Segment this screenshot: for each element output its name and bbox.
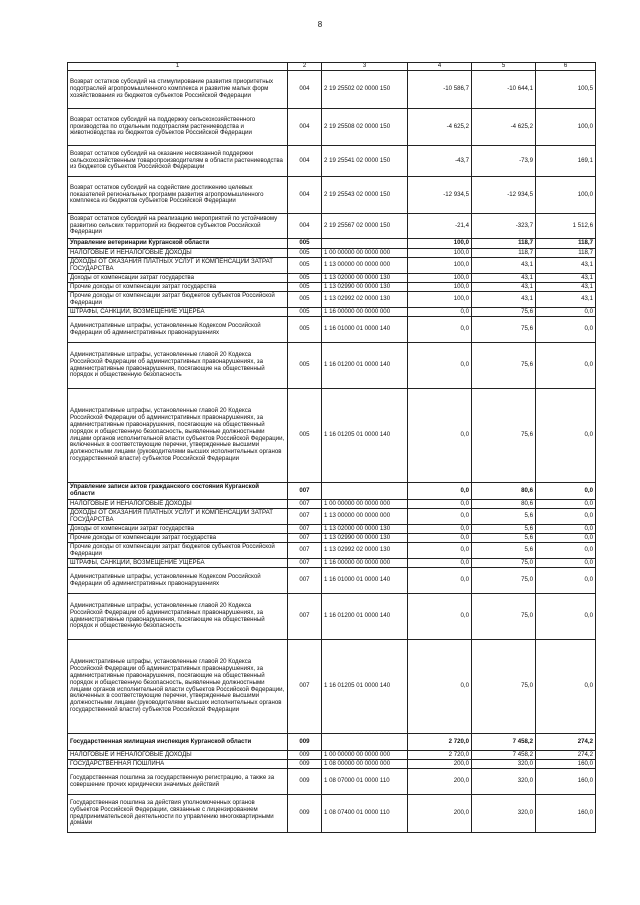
table-row bbox=[68, 769, 596, 795]
actual-value-cell: 5,6 bbox=[472, 534, 536, 543]
admin-code-cell: 004 bbox=[288, 109, 322, 146]
percent-cell: 0,0 bbox=[536, 559, 596, 568]
table-row bbox=[68, 249, 596, 258]
table-row bbox=[68, 568, 596, 594]
row-name-cell: Административные штрафы, установленные главой 20 Кодекса Российской Федерации об административных правонарушениях, за административные правонарушения, посягающие на общественный порядок и общественную безопасность bbox=[68, 594, 288, 640]
column-header: 5 bbox=[472, 63, 536, 71]
planned-value-cell: 200,0 bbox=[408, 769, 472, 795]
column-header: 4 bbox=[408, 63, 472, 71]
table-row bbox=[68, 389, 596, 483]
row-name-cell: Возврат остатков субсидий на реализацию мероприятий по устойчивому развитию сельских территорий из бюджетов субъектов Российской Федерации bbox=[68, 214, 288, 239]
row-name-cell: Административные штрафы, установленные главой 20 Кодекса Российской Федерации об административных правонарушениях, за административные правонарушения, посягающие на общественный порядок и общественную безопасность, выявленные должностными лицами органов исполнительной власти субъектов Российской Федерации, включенных в соответствующие перечни, утвержденные высшими должностными лицами (руководителями высших исполнительных органов государственной власти) субъектов Российской Федерации bbox=[68, 389, 288, 483]
percent-cell: 1 512,6 bbox=[536, 214, 596, 239]
admin-code-cell: 009 bbox=[288, 751, 322, 760]
row-name-cell: Управление записи актов гражданского состояния Курганской области bbox=[68, 483, 288, 500]
actual-value-cell: 75,6 bbox=[472, 389, 536, 483]
admin-code-cell: 007 bbox=[288, 559, 322, 568]
budget-code-cell: 1 16 01200 01 0000 140 bbox=[322, 343, 408, 389]
percent-cell: 169,1 bbox=[536, 146, 596, 177]
actual-value-cell: 5,6 bbox=[472, 543, 536, 559]
row-name-cell: Административные штрафы, установленные Кодексом Российской Федерации об административных правонарушениях bbox=[68, 317, 288, 343]
table-row bbox=[68, 109, 596, 146]
planned-value-cell: 0,0 bbox=[408, 559, 472, 568]
budget-code-cell: 2 19 25541 02 0000 150 bbox=[322, 146, 408, 177]
admin-code-cell: 004 bbox=[288, 214, 322, 239]
row-name-cell: Государственная пошлина за действия уполномоченных органов субъектов Российской Федерации, связанные с лицензированием предпринимательской деятельности по управлению многоквартирными домами bbox=[68, 795, 288, 833]
planned-value-cell: 0,0 bbox=[408, 483, 472, 500]
table-row bbox=[68, 795, 596, 833]
planned-value-cell: 100,0 bbox=[408, 249, 472, 258]
admin-code-cell: 009 bbox=[288, 734, 322, 751]
planned-value-cell: 0,0 bbox=[408, 389, 472, 483]
budget-code-cell: 1 13 00000 00 0000 000 bbox=[322, 509, 408, 525]
actual-value-cell: 320,0 bbox=[472, 760, 536, 769]
actual-value-cell: 7 458,2 bbox=[472, 751, 536, 760]
percent-cell: 0,0 bbox=[536, 500, 596, 509]
admin-code-cell: 007 bbox=[288, 594, 322, 640]
planned-value-cell: 0,0 bbox=[408, 343, 472, 389]
actual-value-cell: 5,6 bbox=[472, 509, 536, 525]
percent-cell: 274,2 bbox=[536, 734, 596, 751]
table-row bbox=[68, 525, 596, 534]
table-row bbox=[68, 283, 596, 292]
actual-value-cell: 80,6 bbox=[472, 483, 536, 500]
budget-code-cell: 1 00 00000 00 0000 000 bbox=[322, 249, 408, 258]
budget-code-cell: 1 13 02990 00 0000 130 bbox=[322, 283, 408, 292]
actual-value-cell: 43,1 bbox=[472, 292, 536, 308]
percent-cell: 43,1 bbox=[536, 283, 596, 292]
row-name-cell: ГОСУДАРСТВЕННАЯ ПОШЛИНА bbox=[68, 760, 288, 769]
row-name-cell: Прочие доходы от компенсации затрат государства bbox=[68, 534, 288, 543]
actual-value-cell: 75,0 bbox=[472, 640, 536, 734]
percent-cell: 0,0 bbox=[536, 568, 596, 594]
row-name-cell: Государственная жилищная инспекция Курганской области bbox=[68, 734, 288, 751]
actual-value-cell: 320,0 bbox=[472, 769, 536, 795]
budget-code-cell: 2 19 25508 02 0000 150 bbox=[322, 109, 408, 146]
admin-code-cell: 005 bbox=[288, 308, 322, 317]
percent-cell: 160,0 bbox=[536, 769, 596, 795]
planned-value-cell: 0,0 bbox=[408, 500, 472, 509]
actual-value-cell: 75,0 bbox=[472, 568, 536, 594]
row-name-cell: Возврат остатков субсидий на оказание несвязанной поддержки сельскохозяйственным товаропроизводителям в области растениеводства из бюджетов субъектов Российской Федерации bbox=[68, 146, 288, 177]
table-row bbox=[68, 317, 596, 343]
budget-code-cell bbox=[322, 734, 408, 751]
actual-value-cell: -323,7 bbox=[472, 214, 536, 239]
percent-cell: 0,0 bbox=[536, 543, 596, 559]
column-header: 2 bbox=[288, 63, 322, 71]
actual-value-cell: 43,1 bbox=[472, 274, 536, 283]
percent-cell: 43,1 bbox=[536, 274, 596, 283]
actual-value-cell: 75,6 bbox=[472, 308, 536, 317]
section-header-row bbox=[68, 483, 596, 500]
planned-value-cell: -21,4 bbox=[408, 214, 472, 239]
admin-code-cell: 007 bbox=[288, 483, 322, 500]
percent-cell: 0,0 bbox=[536, 483, 596, 500]
planned-value-cell: -10 586,7 bbox=[408, 71, 472, 109]
row-name-cell: Административные штрафы, установленные главой 20 Кодекса Российской Федерации об административных правонарушениях, за административные правонарушения, посягающие на общественный порядок и общественную безопасность, выявленные должностными лицами органов исполнительной власти субъектов Российской Федерации, включенных в соответствующие перечни, утвержденные высшими должностными лицами (руководителями высших исполнительных органов государственной власти) субъектов Российской Федерации bbox=[68, 640, 288, 734]
planned-value-cell: -4 625,2 bbox=[408, 109, 472, 146]
section-header-row bbox=[68, 734, 596, 751]
budget-code-cell: 1 08 07400 01 0000 110 bbox=[322, 795, 408, 833]
percent-cell: 0,0 bbox=[536, 509, 596, 525]
percent-cell: 100,5 bbox=[536, 71, 596, 109]
budget-code-cell: 1 00 00000 00 0000 000 bbox=[322, 751, 408, 760]
admin-code-cell: 004 bbox=[288, 177, 322, 214]
budget-code-cell: 1 16 01000 01 0000 140 bbox=[322, 568, 408, 594]
percent-cell: 0,0 bbox=[536, 317, 596, 343]
table-row bbox=[68, 751, 596, 760]
row-name-cell: ШТРАФЫ, САНКЦИИ, ВОЗМЕЩЕНИЕ УЩЕРБА bbox=[68, 308, 288, 317]
table-row bbox=[68, 146, 596, 177]
row-name-cell: НАЛОГОВЫЕ И НЕНАЛОГОВЫЕ ДОХОДЫ bbox=[68, 500, 288, 509]
budget-code-cell: 1 16 00000 00 0000 000 bbox=[322, 559, 408, 568]
admin-code-cell: 005 bbox=[288, 258, 322, 274]
row-name-cell: Управление ветеринарии Курганской области bbox=[68, 239, 288, 249]
column-header: 1 bbox=[68, 63, 288, 71]
admin-code-cell: 004 bbox=[288, 71, 322, 109]
admin-code-cell: 007 bbox=[288, 509, 322, 525]
row-name-cell: НАЛОГОВЫЕ И НЕНАЛОГОВЫЕ ДОХОДЫ bbox=[68, 249, 288, 258]
page-number: 8 bbox=[317, 20, 323, 29]
percent-cell: 0,0 bbox=[536, 594, 596, 640]
admin-code-cell: 007 bbox=[288, 500, 322, 509]
percent-cell: 0,0 bbox=[536, 525, 596, 534]
table-row bbox=[68, 71, 596, 109]
budget-code-cell: 1 13 02990 00 0000 130 bbox=[322, 534, 408, 543]
budget-code-cell: 1 16 01000 01 0000 140 bbox=[322, 317, 408, 343]
column-number-row bbox=[68, 63, 596, 71]
admin-code-cell: 009 bbox=[288, 760, 322, 769]
planned-value-cell: 100,0 bbox=[408, 283, 472, 292]
budget-code-cell: 1 13 02992 02 0000 130 bbox=[322, 292, 408, 308]
table-row bbox=[68, 534, 596, 543]
table-row bbox=[68, 308, 596, 317]
actual-value-cell: 75,6 bbox=[472, 343, 536, 389]
column-header: 6 bbox=[536, 63, 596, 71]
actual-value-cell: 75,0 bbox=[472, 559, 536, 568]
planned-value-cell: 0,0 bbox=[408, 525, 472, 534]
budget-code-cell: 1 16 01205 01 0000 140 bbox=[322, 389, 408, 483]
admin-code-cell: 005 bbox=[288, 292, 322, 308]
budget-code-cell: 1 16 01200 01 0000 140 bbox=[322, 594, 408, 640]
percent-cell: 118,7 bbox=[536, 249, 596, 258]
budget-code-cell: 1 16 01205 01 0000 140 bbox=[322, 640, 408, 734]
table-row bbox=[68, 559, 596, 568]
row-name-cell: Прочие доходы от компенсации затрат бюджетов субъектов Российской Федерации bbox=[68, 292, 288, 308]
percent-cell: 0,0 bbox=[536, 389, 596, 483]
actual-value-cell: -10 644,1 bbox=[472, 71, 536, 109]
admin-code-cell: 005 bbox=[288, 283, 322, 292]
row-name-cell: Возврат остатков субсидий на поддержку сельскохозяйственного производства по отдельным подотраслям растениеводства и животноводства из бюджетов субъектов Российской Федерации bbox=[68, 109, 288, 146]
row-name-cell: Возврат остатков субсидий на стимулирование развития приоритетных подотраслей агропромышленного комплекса и развитие малых форм хозяйствования из бюджетов субъектов Российской Федерации bbox=[68, 71, 288, 109]
admin-code-cell: 005 bbox=[288, 389, 322, 483]
admin-code-cell: 005 bbox=[288, 343, 322, 389]
planned-value-cell: 2 720,0 bbox=[408, 734, 472, 751]
percent-cell: 274,2 bbox=[536, 751, 596, 760]
actual-value-cell: 118,7 bbox=[472, 239, 536, 249]
planned-value-cell: 0,0 bbox=[408, 543, 472, 559]
percent-cell: 0,0 bbox=[536, 343, 596, 389]
table-row bbox=[68, 258, 596, 274]
column-header: 3 bbox=[322, 63, 408, 71]
admin-code-cell: 007 bbox=[288, 534, 322, 543]
planned-value-cell: 200,0 bbox=[408, 760, 472, 769]
percent-cell: 160,0 bbox=[536, 760, 596, 769]
actual-value-cell: 75,6 bbox=[472, 317, 536, 343]
row-name-cell: Возврат остатков субсидий на содействие достижению целевых показателей региональных программ развития агропромышленного комплекса из бюджетов субъектов Российской Федерации bbox=[68, 177, 288, 214]
table-row bbox=[68, 640, 596, 734]
admin-code-cell: 004 bbox=[288, 146, 322, 177]
actual-value-cell: -4 625,2 bbox=[472, 109, 536, 146]
admin-code-cell: 007 bbox=[288, 568, 322, 594]
table-row bbox=[68, 343, 596, 389]
table-row bbox=[68, 500, 596, 509]
table-row bbox=[68, 274, 596, 283]
budget-code-cell: 2 19 25502 02 0000 150 bbox=[322, 71, 408, 109]
admin-code-cell: 007 bbox=[288, 525, 322, 534]
planned-value-cell: 0,0 bbox=[408, 568, 472, 594]
planned-value-cell: -43,7 bbox=[408, 146, 472, 177]
row-name-cell: ШТРАФЫ, САНКЦИИ, ВОЗМЕЩЕНИЕ УЩЕРБА bbox=[68, 559, 288, 568]
table-row bbox=[68, 214, 596, 239]
row-name-cell: Доходы от компенсации затрат государства bbox=[68, 525, 288, 534]
row-name-cell: Прочие доходы от компенсации затрат бюджетов субъектов Российской Федерации bbox=[68, 543, 288, 559]
percent-cell: 43,1 bbox=[536, 258, 596, 274]
planned-value-cell: 100,0 bbox=[408, 239, 472, 249]
admin-code-cell: 005 bbox=[288, 249, 322, 258]
row-name-cell: Административные штрафы, установленные Кодексом Российской Федерации об административных правонарушениях bbox=[68, 568, 288, 594]
planned-value-cell: 0,0 bbox=[408, 640, 472, 734]
actual-value-cell: 43,1 bbox=[472, 283, 536, 292]
percent-cell: 0,0 bbox=[536, 534, 596, 543]
admin-code-cell: 009 bbox=[288, 795, 322, 833]
budget-code-cell: 1 13 00000 00 0000 000 bbox=[322, 258, 408, 274]
budget-code-cell: 2 19 25567 02 0000 150 bbox=[322, 214, 408, 239]
planned-value-cell: 0,0 bbox=[408, 308, 472, 317]
table-row bbox=[68, 760, 596, 769]
budget-code-cell bbox=[322, 239, 408, 249]
row-name-cell: Доходы от компенсации затрат государства bbox=[68, 274, 288, 283]
budget-code-cell: 1 08 07000 01 0000 110 bbox=[322, 769, 408, 795]
budget-code-cell: 1 16 00000 00 0000 000 bbox=[322, 308, 408, 317]
planned-value-cell: 100,0 bbox=[408, 258, 472, 274]
admin-code-cell: 007 bbox=[288, 543, 322, 559]
actual-value-cell: -12 934,5 bbox=[472, 177, 536, 214]
percent-cell: 160,0 bbox=[536, 795, 596, 833]
planned-value-cell: 0,0 bbox=[408, 594, 472, 640]
admin-code-cell: 007 bbox=[288, 640, 322, 734]
row-name-cell: Государственная пошлина за государственную регистрацию, а также за совершение прочих юридически значимых действий bbox=[68, 769, 288, 795]
planned-value-cell: 0,0 bbox=[408, 317, 472, 343]
table-row bbox=[68, 177, 596, 214]
planned-value-cell: 100,0 bbox=[408, 274, 472, 283]
admin-code-cell: 005 bbox=[288, 317, 322, 343]
planned-value-cell: -12 934,5 bbox=[408, 177, 472, 214]
budget-code-cell: 1 00 00000 00 0000 000 bbox=[322, 500, 408, 509]
budget-code-cell bbox=[322, 483, 408, 500]
percent-cell: 0,0 bbox=[536, 308, 596, 317]
percent-cell: 100,0 bbox=[536, 109, 596, 146]
actual-value-cell: 5,6 bbox=[472, 525, 536, 534]
actual-value-cell: -73,9 bbox=[472, 146, 536, 177]
actual-value-cell: 320,0 bbox=[472, 795, 536, 833]
row-name-cell: ДОХОДЫ ОТ ОКАЗАНИЯ ПЛАТНЫХ УСЛУГ И КОМПЕНСАЦИИ ЗАТРАТ ГОСУДАРСТВА bbox=[68, 509, 288, 525]
budget-code-cell: 1 13 02992 02 0000 130 bbox=[322, 543, 408, 559]
actual-value-cell: 43,1 bbox=[472, 258, 536, 274]
actual-value-cell: 7 458,2 bbox=[472, 734, 536, 751]
planned-value-cell: 0,0 bbox=[408, 509, 472, 525]
budget-code-cell: 1 08 00000 00 0000 000 bbox=[322, 760, 408, 769]
planned-value-cell: 100,0 bbox=[408, 292, 472, 308]
percent-cell: 43,1 bbox=[536, 292, 596, 308]
planned-value-cell: 2 720,0 bbox=[408, 751, 472, 760]
percent-cell: 0,0 bbox=[536, 640, 596, 734]
table-row bbox=[68, 594, 596, 640]
planned-value-cell: 200,0 bbox=[408, 795, 472, 833]
budget-code-cell: 2 19 25543 02 0000 150 bbox=[322, 177, 408, 214]
percent-cell: 118,7 bbox=[536, 239, 596, 249]
admin-code-cell: 005 bbox=[288, 274, 322, 283]
actual-value-cell: 75,0 bbox=[472, 594, 536, 640]
section-header-row bbox=[68, 239, 596, 249]
revenue-table bbox=[67, 62, 596, 833]
admin-code-cell: 005 bbox=[288, 239, 322, 249]
planned-value-cell: 0,0 bbox=[408, 534, 472, 543]
table-row bbox=[68, 509, 596, 525]
budget-code-cell: 1 13 02000 00 0000 130 bbox=[322, 274, 408, 283]
row-name-cell: ДОХОДЫ ОТ ОКАЗАНИЯ ПЛАТНЫХ УСЛУГ И КОМПЕНСАЦИИ ЗАТРАТ ГОСУДАРСТВА bbox=[68, 258, 288, 274]
table-row bbox=[68, 292, 596, 308]
percent-cell: 100,0 bbox=[536, 177, 596, 214]
row-name-cell: Административные штрафы, установленные главой 20 Кодекса Российской Федерации об административных правонарушениях, за административные правонарушения, посягающие на общественный порядок и общественную безопасность bbox=[68, 343, 288, 389]
row-name-cell: Прочие доходы от компенсации затрат государства bbox=[68, 283, 288, 292]
row-name-cell: НАЛОГОВЫЕ И НЕНАЛОГОВЫЕ ДОХОДЫ bbox=[68, 751, 288, 760]
actual-value-cell: 80,6 bbox=[472, 500, 536, 509]
table-row bbox=[68, 543, 596, 559]
admin-code-cell: 009 bbox=[288, 769, 322, 795]
budget-code-cell: 1 13 02000 00 0000 130 bbox=[322, 525, 408, 534]
actual-value-cell: 118,7 bbox=[472, 249, 536, 258]
